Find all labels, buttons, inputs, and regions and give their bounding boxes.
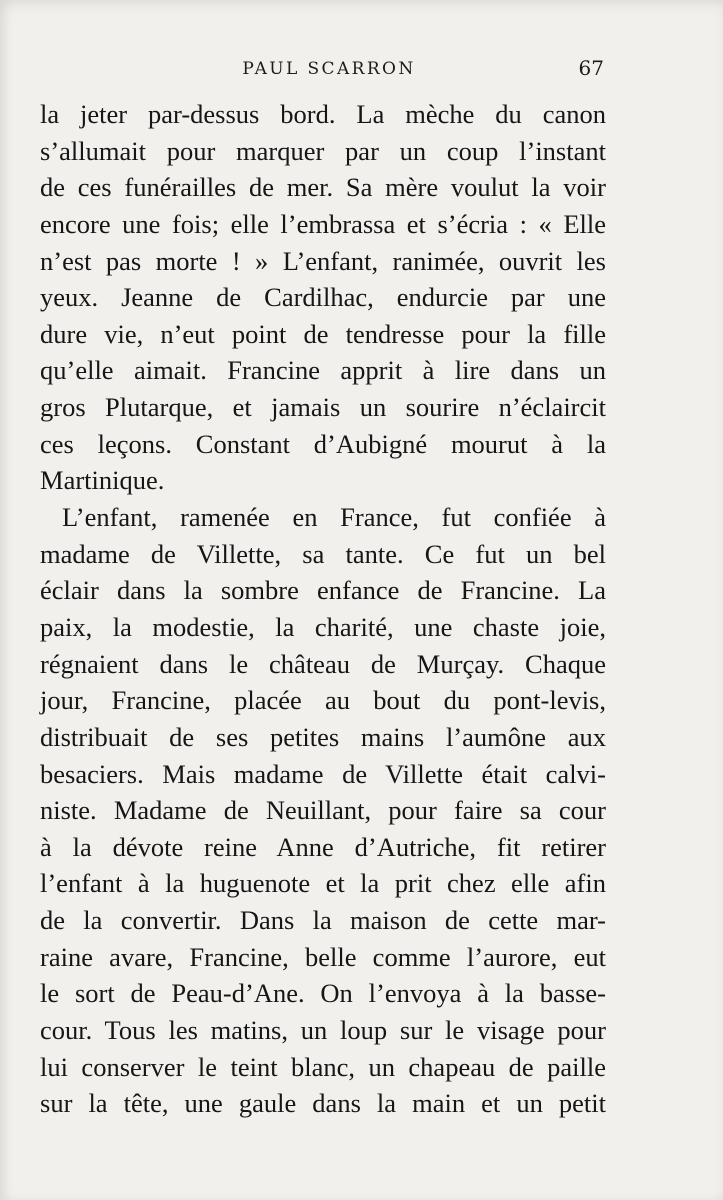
- text-line: s’allumait pour marquer par un coup l’instant: [40, 135, 606, 166]
- text-line: encore une fois; elle l’embrassa et s’écria : « Elle: [40, 208, 606, 239]
- text-line: madame de Villette, sa tante. Ce fut un bel: [40, 538, 606, 569]
- text-line: cour. Tous les matins, un loup sur le visage pour: [40, 1015, 606, 1046]
- page-header: [44, 56, 604, 86]
- text-line: le sort de Peau-d’Ane. On l’envoya à la basse-: [40, 978, 606, 1009]
- text-line: yeux. Jeanne de Cardilhac, endurcie par une: [40, 282, 606, 313]
- text-line: lui conserver le teint blanc, un chapeau de paille: [40, 1051, 606, 1082]
- body-text: [40, 96, 606, 1122]
- text-line: dure vie, n’eut point de tendresse pour la fille: [40, 318, 606, 349]
- text-line: gros Plutarque, et jamais un sourire n’éclaircit: [40, 392, 606, 423]
- text-line: jour, Francine, placée au bout du pont-levis,: [40, 685, 606, 716]
- text-line: de la convertir. Dans la maison de cette mar-: [40, 905, 606, 936]
- text-line: sur la tête, une gaule dans la main et un petit: [40, 1088, 606, 1119]
- paragraph-end-line: Martinique.: [40, 465, 165, 496]
- text-line: l’enfant à la huguenote et la prit chez elle afin: [40, 868, 606, 899]
- text-line: régnaient dans le château de Murçay. Chaque: [40, 648, 606, 679]
- text-line: besaciers. Mais madame de Villette était calvi-: [40, 758, 606, 789]
- text-line: raine avare, Francine, belle comme l’aurore, eut: [40, 941, 606, 972]
- paragraph-start-line: L’enfant, ramenée en France, fut confiée à: [62, 502, 606, 533]
- text-line: distribuait de ses petites mains l’aumône aux: [40, 721, 606, 752]
- running-title: PAUL SCARRON: [242, 59, 416, 79]
- text-line: éclair dans la sombre enfance de Francine. La: [40, 575, 606, 606]
- text-line: à la dévote reine Anne d’Autriche, fit retirer: [40, 831, 606, 862]
- text-line: niste. Madame de Neuillant, pour faire sa cour: [40, 795, 606, 826]
- text-line: paix, la modestie, la charité, une chaste joie,: [40, 611, 606, 642]
- page-number: 67: [578, 56, 604, 80]
- text-line: ces leçons. Constant d’Aubigné mourut à la: [40, 428, 606, 459]
- text-line: qu’elle aimait. Francine apprit à lire dans un: [40, 355, 606, 386]
- text-line: n’est pas morte ! » L’enfant, ranimée, ouvrit les: [40, 245, 606, 276]
- text-line: la jeter par-dessus bord. La mèche du canon: [40, 99, 606, 129]
- text-line: de ces funérailles de mer. Sa mère voulut la voir: [40, 172, 606, 203]
